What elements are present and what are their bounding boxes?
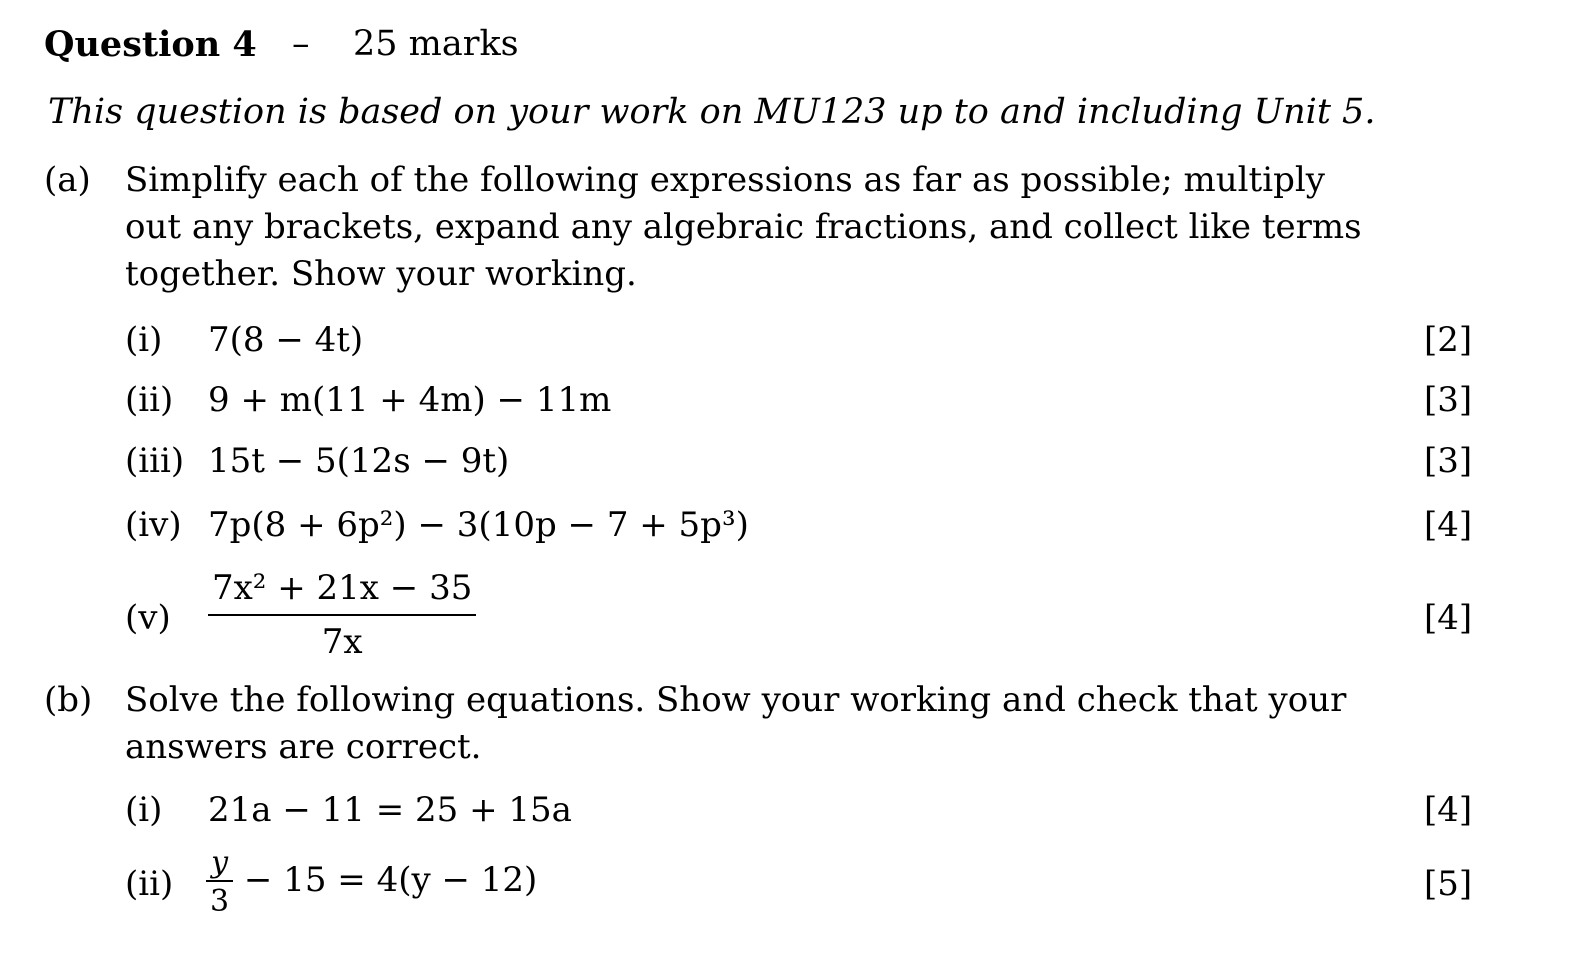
part-b-item-marks: [5] [1424,864,1473,904]
question-intro: This question is based on your work on MU123 up to and including Unit 5. [48,92,1376,132]
part-b-item-label: (ii) [125,864,174,904]
equation-rest: − 15 = 4(y − 12) [233,860,538,900]
fraction-expression [208,568,476,662]
question-title: Question 4 [44,24,257,65]
part-a-item-marks: [4] [1424,505,1473,545]
part-a-item-marks: [3] [1424,441,1473,481]
equation-expression [206,845,537,919]
fraction-numerator: y [211,845,229,880]
part-a-item-marks: [3] [1424,380,1473,420]
part-b-label: (b) [44,680,93,720]
fraction-denominator: 3 [206,880,233,919]
part-a-item-expression: 9 + m(11 + 4m) − 11m [208,380,612,420]
part-a-item-label: (iv) [125,505,182,545]
part-a-item-expression: 7(8 − 4t) [208,320,364,360]
part-a-item-expression: 15t − 5(12s − 9t) [208,441,510,481]
part-a-label: (a) [44,160,91,200]
part-a-item-expression: 7p(8 + 6p²) − 3(10p − 7 + 5p³) [208,505,749,545]
part-b-instructions: Solve the following equations. Show your working and check that your answers are correct. [125,680,1347,767]
part-a-item-label: (i) [125,320,163,360]
fraction-denominator: 7x [208,614,476,662]
fraction-numerator: 7x² + 21x − 35 [212,568,473,608]
part-a-instructions: Simplify each of the following expressions as far as possible; multiply out any brackets, expand any algebraic fractions, and collect like terms together. Show your working. [125,160,1362,294]
part-a-item-label: (ii) [125,380,174,420]
title-dash: – [292,24,310,64]
part-b-item-label: (i) [125,790,163,830]
part-b-item-expression: 21a − 11 = 25 + 15a [208,790,572,830]
part-b-item-marks: [4] [1424,790,1473,830]
part-a-item-label: (v) [125,598,171,638]
part-a-item-marks: [2] [1424,320,1473,360]
part-a-item-marks: [4] [1424,598,1473,638]
question-marks: 25 marks [353,24,519,64]
part-a-item-label: (iii) [125,441,185,481]
